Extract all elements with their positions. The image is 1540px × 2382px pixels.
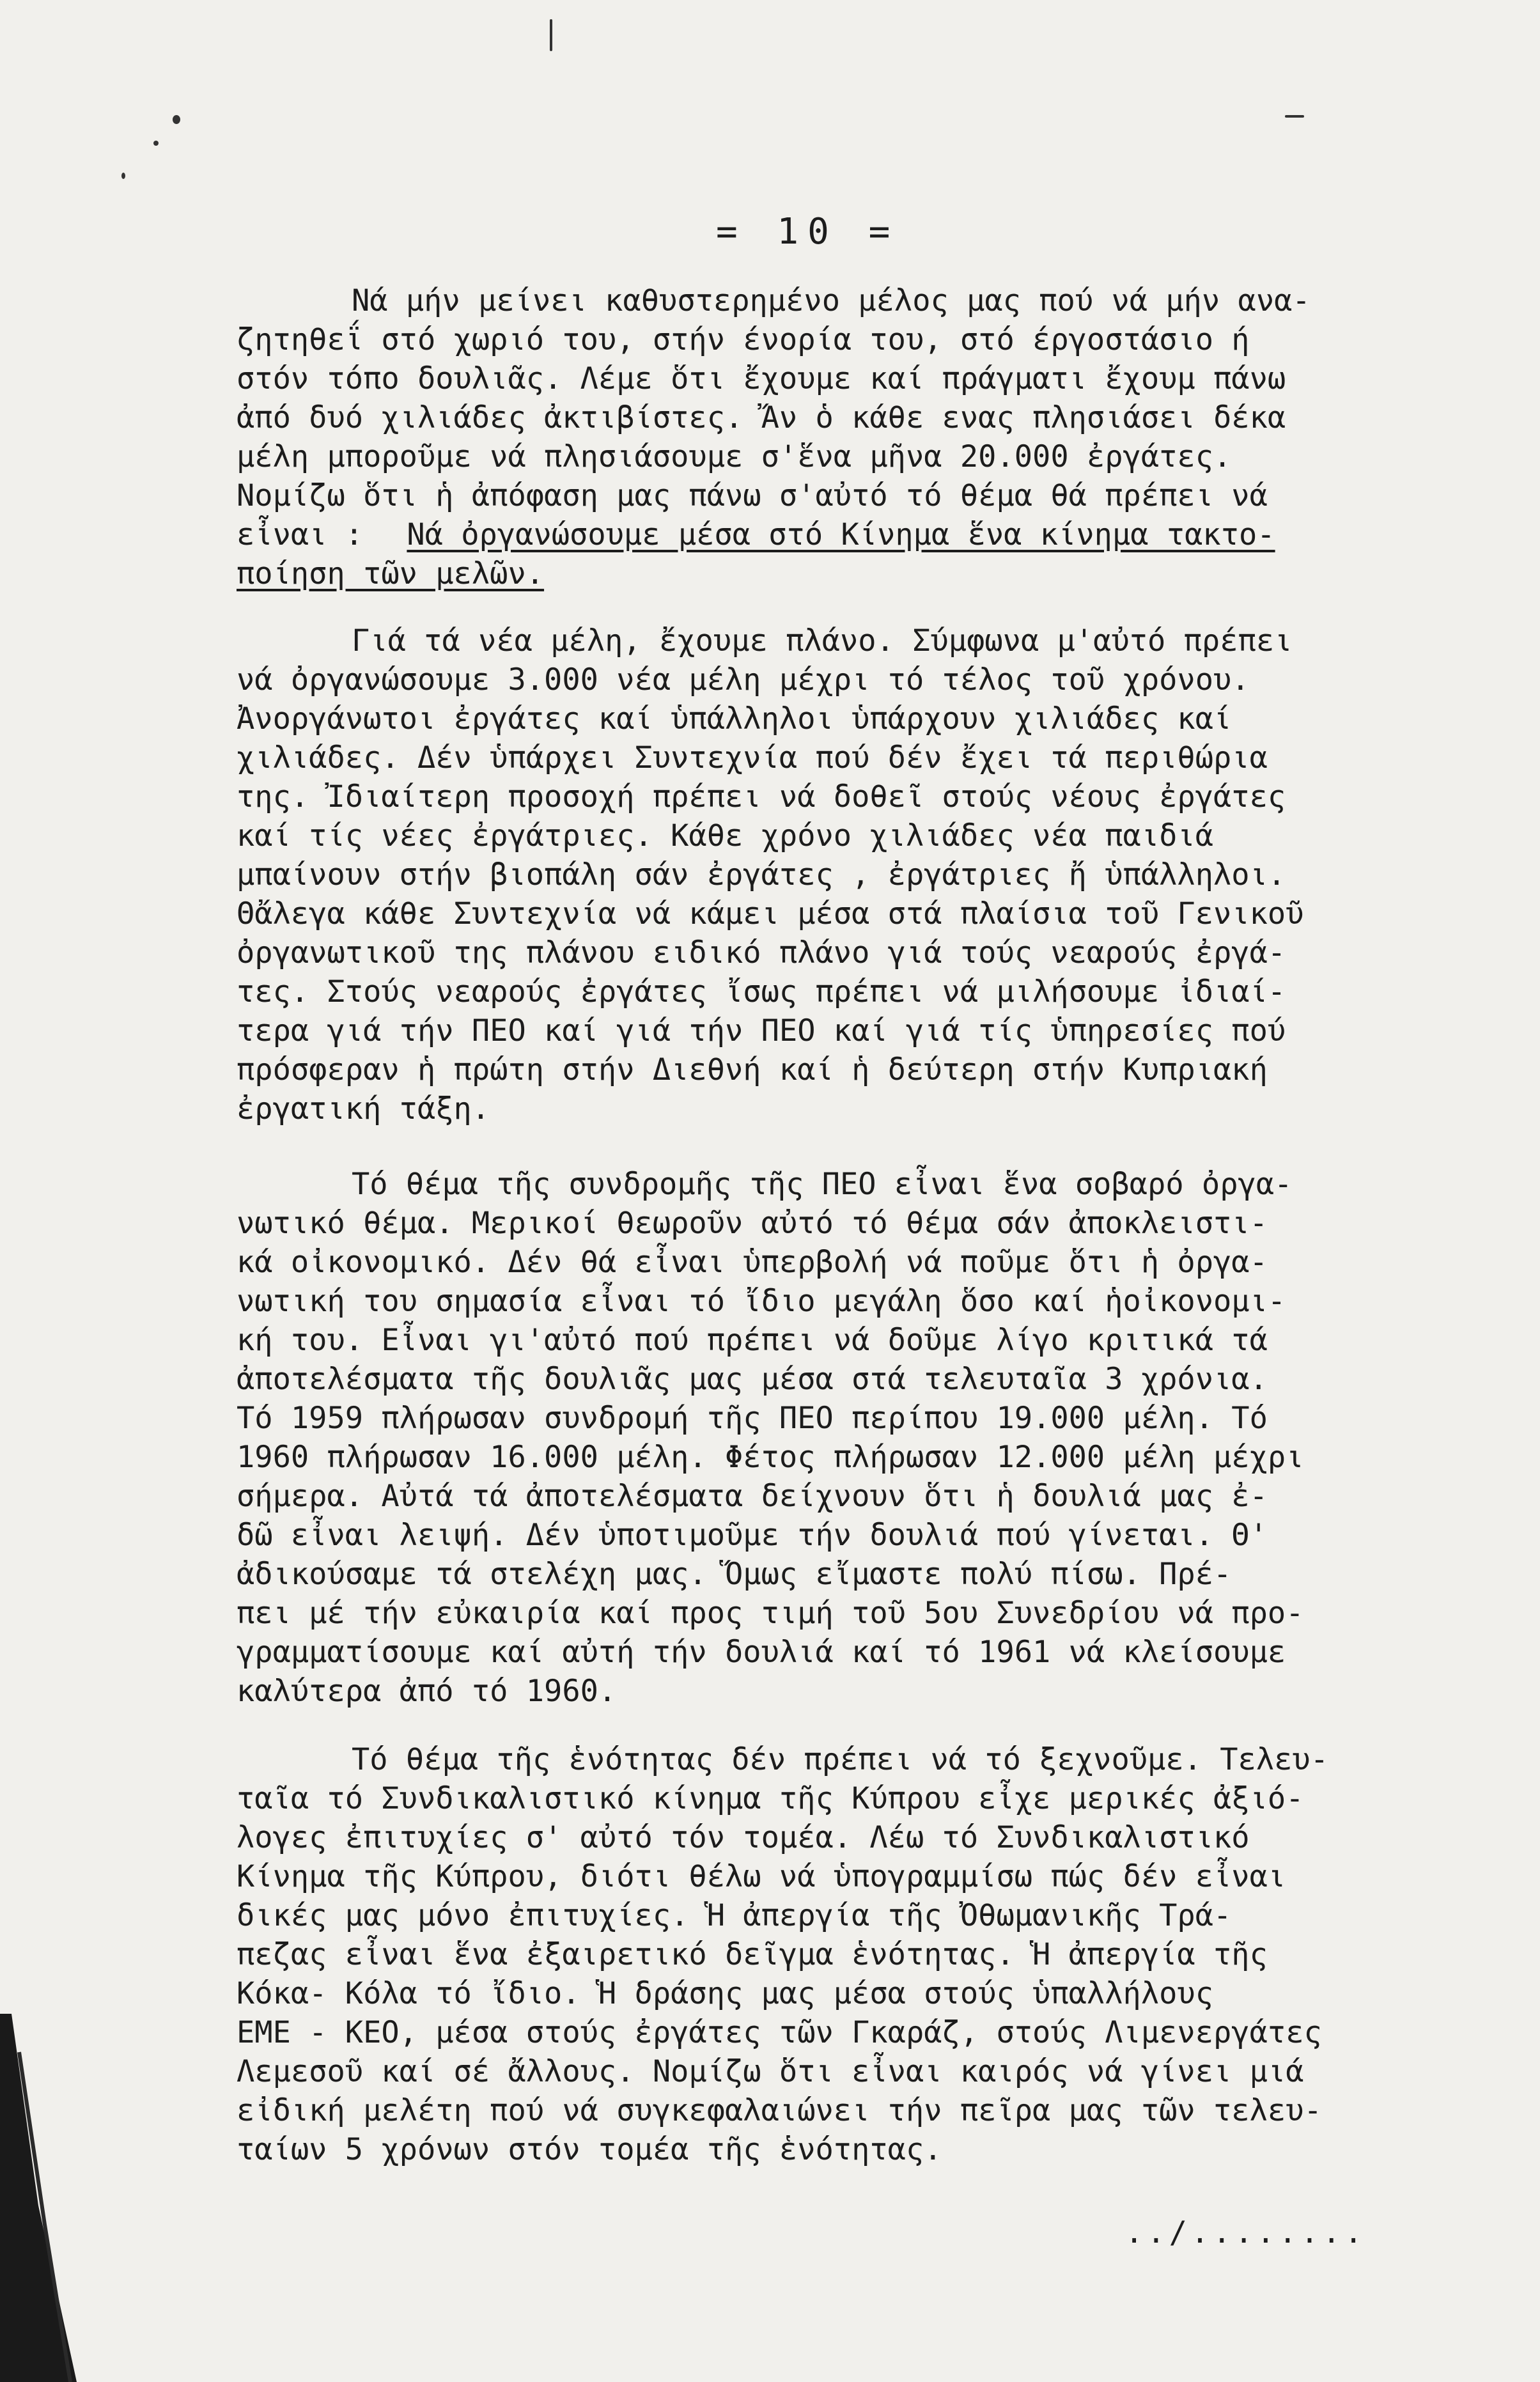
scan-speck xyxy=(153,141,159,146)
text-line: ΕΜΕ - ΚΕΟ, μέσα στούς ἐργάτες τῶν Γκαράζ, στούς Λιμενεργάτες xyxy=(237,2015,1322,2050)
text-line: Τό θέμα τῆς ἑνότητας δέν πρέπει νά τό ξεχνοῦμε. Τελευ- xyxy=(352,1742,1329,1777)
text-line: δικές μας μόνο ἐπιτυχίες. Ἡ ἀπεργία τῆς Ὀθωμανικῆς Τρά- xyxy=(237,1898,1232,1933)
text-line: Ἀνοργάνωτοι ἐργάτες καί ὑπάλληλοι ὑπάρχουν χιλιάδες καί xyxy=(237,701,1232,736)
text-line: μπαίνουν στήν βιοπάλη σάν ἐργάτες , ἐργάτριες ἤ ὑπάλληλοι. xyxy=(237,857,1286,892)
text-line xyxy=(237,515,1426,554)
paragraph-3 xyxy=(237,1165,1426,1711)
text-line: δῶ εἶναι λειψή. Δέν ὑποτιμοῦμε τήν δουλιά πού γίνεται. Θ' xyxy=(237,1518,1268,1553)
text-segment: εἶναι : xyxy=(237,517,364,552)
text-line: πεζας εἶναι ἕνα ἐξαιρετικό δεῖγμα ἑνότητας. Ἡ ἀπεργία τῆς xyxy=(237,1937,1268,1972)
text-line: τες. Στούς νεαρούς ἐργάτες ἴσως πρέπει νά μιλήσουμε ἰδιαί- xyxy=(237,974,1286,1009)
underlined-text: ποίηση τῶν μελῶν. xyxy=(237,556,545,591)
text-line: νωτική του σημασία εἶναι τό ἴδιο μεγάλη ὅσο καί ἡοἰκονομι- xyxy=(237,1284,1286,1319)
text-line: Κίνημα τῆς Κύπρου, διότι θέλω νά ὑπογραμμίσω πώς δέν εἶναι xyxy=(237,1859,1286,1894)
text-line: μέλη μποροῦμε νά πλησιάσουμε σ'ἕνα μῆνα 20.000 ἐργάτες. xyxy=(237,439,1232,474)
text-line: χιλιάδες. Δέν ὑπάρχει Συντεχνία πού δέν ἔχει τά περιθώρια xyxy=(237,740,1268,775)
text-line: Νομίζω ὅτι ἡ ἀπόφαση μας πάνω σ'αὐτό τό θέμα θά πρέπει νά xyxy=(237,478,1268,513)
page-number: = 10 = xyxy=(716,211,899,253)
text-line: ἀπό δυό χιλιάδες ἀκτιβίστες. Ἄν ὁ κάθε ενας πλησιάσει δέκα xyxy=(237,400,1286,435)
text-line: κή του. Εἶναι γι'αὐτό πού πρέπει νά δοῦμε λίγο κριτικά τά xyxy=(237,1323,1268,1358)
text-line: της. Ἰδιαίτερη προσοχή πρέπει νά δοθεῖ στούς νέους ἐργάτες xyxy=(237,779,1286,814)
text-line: ὀργανωτικοῦ της πλάνου ειδικό πλάνο γιά τούς νεαρούς ἐργά- xyxy=(237,935,1286,970)
text-line: στόν τόπο δουλιᾶς. Λέμε ὅτι ἔχουμε καί πράγματι ἔχουμ πάνω xyxy=(237,361,1286,396)
text-line: νά ὀργανώσουμε 3.000 νέα μέλη μέχρι τό τέλος τοῦ χρόνου. xyxy=(237,662,1250,697)
paragraph-1 xyxy=(237,281,1426,593)
text-line: λογες ἐπιτυχίες σ' αὐτό τόν τομέα. Λέω τό Συνδικαλιστικό xyxy=(237,1820,1250,1855)
text-line: Γιά τά νέα μέλη, ἔχουμε πλάνο. Σύμφωνα μ'αὐτό πρέπει xyxy=(352,623,1293,658)
paragraph-2 xyxy=(237,621,1426,1128)
binding-shadow xyxy=(0,2014,89,2382)
scan-speck xyxy=(173,115,180,124)
text-line: καί τίς νέες ἐργάτριες. Κάθε χρόνο χιλιάδες νέα παιδιά xyxy=(237,818,1214,853)
text-line: ἀδικούσαμε τά στελέχη μας. Ὅμως εἴμαστε πολύ πίσω. Πρέ- xyxy=(237,1557,1232,1592)
underlined-text: Νά ὀργανώσουμε μέσα στό Κίνημα ἕνα κίνημα τακτο- xyxy=(407,517,1275,552)
text-line: 1960 πλήρωσαν 16.000 μέλη. Φέτος πλήρωσαν 12.000 μέλη μέχρι xyxy=(237,1440,1304,1475)
scan-speck xyxy=(121,173,125,179)
text-line: τερα γιά τήν ΠΕΟ καί γιά τήν ΠΕΟ καί γιά τίς ὑπηρεσίες πού xyxy=(237,1013,1286,1048)
text-line: σήμερα. Αὐτά τά ἀποτελέσματα δείχνουν ὅτι ἡ δουλιά μας ἐ- xyxy=(237,1479,1268,1514)
text-line: νωτικό θέμα. Μερικοί θεωροῦν αὐτό τό θέμα σάν ἀποκλειστι- xyxy=(237,1206,1268,1241)
text-line: Τό θέμα τῆς συνδρομῆς τῆς ΠΕΟ εἶναι ἕνα σοβαρό ὀργα- xyxy=(352,1167,1293,1202)
text-line: Τό 1959 πλήρωσαν συνδρομή τῆς ΠΕΟ περίπου 19.000 μέλη. Τό xyxy=(237,1401,1268,1436)
scan-speck xyxy=(1285,115,1304,118)
text-line: καλύτερα ἀπό τό 1960. xyxy=(237,1674,617,1709)
text-line: ἀποτελέσματα τῆς δουλιᾶς μας μέσα στά τελευταῖα 3 χρόνια. xyxy=(237,1362,1268,1397)
text-line: ταίων 5 χρόνων στόν τομέα τῆς ἑνότητας. xyxy=(237,2132,942,2167)
text-line: ζητηθεΐ στό χωριό του, στήν ένορία του, στό έργοστάσιο ή xyxy=(237,322,1250,357)
text-line: Κόκα- Κόλα τό ἴδιο. Ἡ δράσης μας μέσα στούς ὑπαλλήλους xyxy=(237,1976,1214,2011)
paragraph-4 xyxy=(237,1740,1426,2169)
text-line: γραμματίσουμε καί αὐτή τήν δουλιά καί τό 1961 νά κλείσουμε xyxy=(237,1635,1286,1670)
text-line: εἰδική μελέτη πού νά συγκεφαλαιώνει τήν πεῖρα μας τῶν τελευ- xyxy=(237,2093,1322,2128)
scan-speck xyxy=(550,19,552,51)
text-line: ἐργατική τάξη. xyxy=(237,1091,490,1126)
text-line: Νά μήν μείνει καθυστερημένο μέλος μας πού νά μήν ανα- xyxy=(352,283,1311,318)
text-line: Θἄλεγα κάθε Συντεχνία νά κάμει μέσα στά πλαίσια τοῦ Γενικοῦ xyxy=(237,896,1304,931)
text-line: πει μέ τήν εὐκαιρία καί προς τιμή τοῦ 5ου Συνεδρίου νά προ- xyxy=(237,1596,1304,1631)
text-line: Λεμεσοῦ καί σέ ἄλλους. Νομίζω ὅτι εἶναι καιρός νά γίνει μιά xyxy=(237,2054,1304,2089)
continuation-mark: ../........ xyxy=(1125,2215,1367,2250)
text-line: πρόσφεραν ἡ πρώτη στήν Διεθνή καί ἡ δεύτερη στήν Κυπριακή xyxy=(237,1052,1268,1087)
text-line: κά οἰκονομικό. Δέν θά εἶναι ὑπερβολή νά ποῦμε ὅτι ἡ ὀργα- xyxy=(237,1245,1268,1280)
text-line: ταῖα τό Συνδικαλιστικό κίνημα τῆς Κύπρου εἶχε μερικές ἀξιό- xyxy=(237,1781,1304,1816)
